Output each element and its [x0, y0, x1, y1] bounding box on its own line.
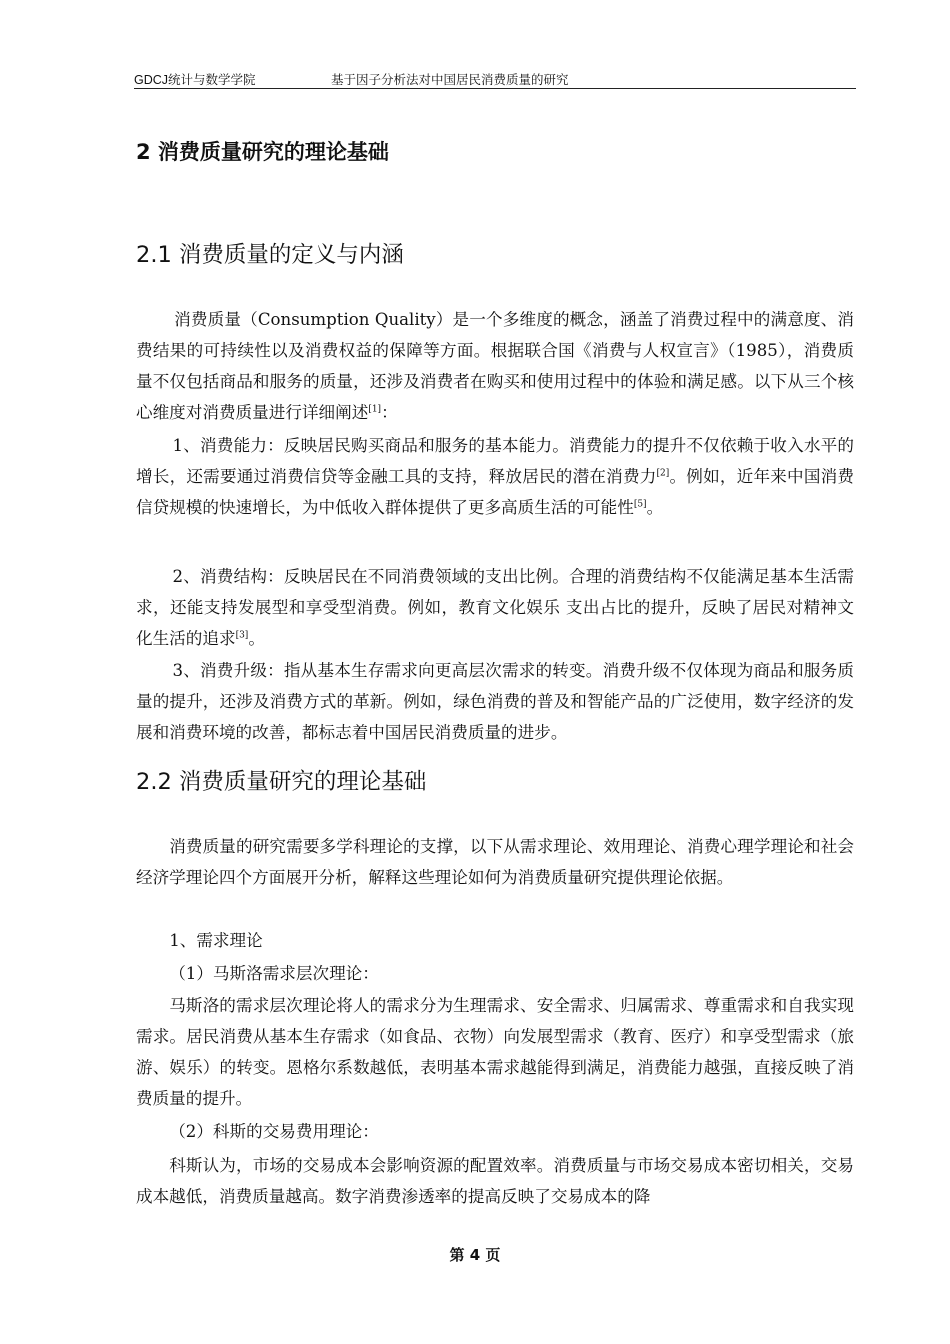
maslow-paragraph: 马斯洛的需求层次理论将人的需求分为生理需求、安全需求、归属需求、尊重需求和自我实现需求。居民消费从基本生存需求（如食品、衣物）向发展型需求（教育、医疗）和享受型需求（旅游、娱乐）的转变。恩格尔系数越低，表明基本需求越能得到满足，消费能力越强，直接反映了消费质量的提升。: [136, 996, 854, 1108]
item-consumption-capacity: 1、消费能力：反映居民购买商品和服务的基本能力。消费能力的提升不仅依赖于收入水平的增长，还需要通过消费信贷等金融工具的支持，释放居民的潜在消费力[2]。例如，近年来中国消费信贷规模的快速增长，为中低收入群体提供了更多高质生活的可能性[5]。: [136, 436, 855, 517]
subheading-coase: （2）科斯的交易费用理论：: [169, 1122, 379, 1141]
page-header: [134, 68, 856, 89]
subheading-demand-theory: 1、需求理论: [169, 931, 263, 950]
section-2-1-intro: 消费质量（Consumption Quality）是一个多维度的概念，涵盖了消费过程中的满意度、消费结果的可持续性以及消费权益的保障等方面。根据联合国《消费与人权宣言》（1985），消费质量不仅包括商品和服务的质量，还涉及消费者在购买和使用过程中的体验和满足感。以下从三个核心维度对消费质量进行详细阐述[1]：: [136, 310, 854, 422]
header-institution: GDCJ统计与数学学院: [134, 73, 256, 87]
section-2-2-intro: 消费质量的研究需要多学科理论的支撑，以下从需求理论、效用理论、消费心理学理论和社会经济学理论四个方面展开分析，解释这些理论如何为消费质量研究提供理论依据。: [136, 837, 854, 887]
header-paper-title: 基于因子分析法对中国居民消费质量的研究: [331, 73, 569, 87]
citation: [3]: [235, 630, 249, 641]
chapter-title: 2 消费质量研究的理论基础: [136, 140, 389, 164]
citation: [5]: [633, 499, 647, 510]
section-2-2-title: 2.2 消费质量研究的理论基础: [136, 769, 427, 795]
coase-paragraph: 科斯认为，市场的交易成本会影响资源的配置效率。消费质量与市场交易成本密切相关，交易成本越低，消费质量越高。数字消费渗透率的提高反映了交易成本的降: [136, 1156, 854, 1206]
citation: [2]: [656, 468, 670, 479]
section-2-1-title: 2.1 消费质量的定义与内涵: [136, 242, 404, 268]
item-consumption-upgrade: 3、消费升级：指从基本生存需求向更高层次需求的转变。消费升级不仅体现为商品和服务质量的提升，还涉及消费方式的革新。例如，绿色消费的普及和智能产品的广泛使用，数字经济的发展和消费环境的改善，都标志着中国居民消费质量的进步。: [136, 661, 854, 742]
citation: [1]: [368, 404, 382, 415]
page-number: 第 4 页: [449, 1246, 501, 1264]
item-consumption-structure: 2、消费结构：反映居民在不同消费领域的支出比例。合理的消费结构不仅能满足基本生活需求，还能支持发展型和享受型消费。例如，教育文化娱乐 支出占比的提升，反映了居民对精神文化生活的追求[3]。: [136, 567, 854, 648]
subheading-maslow: （1）马斯洛需求层次理论：: [169, 964, 379, 983]
